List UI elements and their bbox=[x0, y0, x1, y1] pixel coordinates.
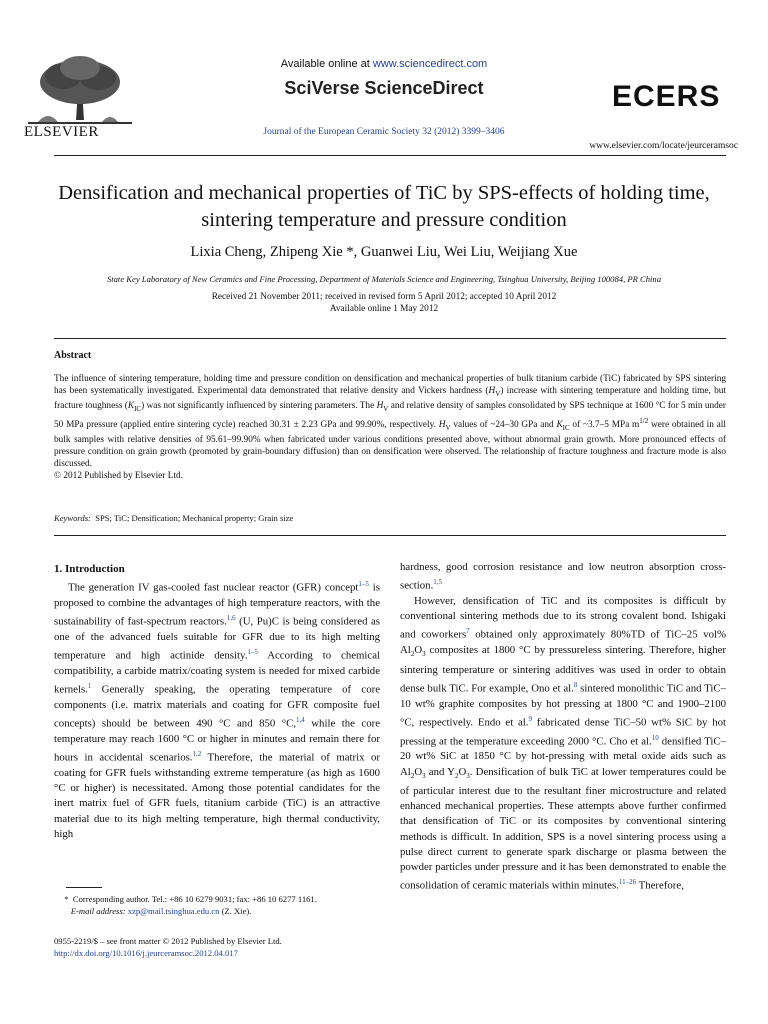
ecers-logo: ECERS bbox=[612, 80, 721, 113]
abstract-copyright: © 2012 Published by Elsevier Ltd. bbox=[54, 471, 183, 482]
sciencedirect-link[interactable]: www.sciencedirect.com bbox=[372, 58, 488, 70]
article-dates bbox=[0, 291, 768, 315]
header-divider bbox=[54, 155, 726, 156]
front-matter bbox=[54, 935, 282, 959]
left-column-text: 1. Introduction The generation IV gas-cooled fast nuclear reactor (GFR) concept$^{1-5}$ is proposed to combine the advantages of high temperature reactors, with the sustainability of fast-spectrum reactors.$^{1,6}$ (U, Pu)C is being considered as one of the advanced fuels suitable for GFR due to its high melting temperature and high actinide density.$^{1-5}$ According to chemical compatibility, a carbide matrix/coating system is needed for mixed carbide kernels.$^1$ Generally speaking, the operating temperature of core components (i.e. matrix materials and coating for GFR composite fuel concepts) should be between 490 °C and 850 °C,$^{1,4}$ while the core temperature may reach 1600 °C or higher in minutes and remain there for hours in accidental scenarios.$^{1,2}$ Therefore, the material of matrix or coating for GFR fuels withstanding extreme temperature (as high as 1600 °C or higher) is necessitated. Among those potential candidates for the inert matrix fuel of GFR fuels, titanium carbide (TiC) is an attractive material due to its high melting temperature, high thermal conductivity, high bbox=[54, 563, 380, 840]
footnote-divider bbox=[66, 887, 102, 888]
available-date: Available online 1 May 2012 bbox=[329, 304, 439, 314]
right-column-text: hardness, good corrosion resistance and low neutron absorption cross-section.$^{1,5}$ However, densification of TiC and its composites is difficult by conventional sintering methods due to its strong covalent bond. Ishigaki and coworkers$^7$ obtained only approximately 80%TD of TiC–25 vol% $Al_2O_3$ composites at 1800 °C by pressureless sintering. Therefore, higher sintering temperature or sintering additives was used in order to obtain dense bulk TiC. For example, Ono et al.$^8$ sintered monolithic TiC and TiC–10 wt% graphite composites by hot pressing at 1800 °C and 1900–2100 °C, respectively. Endo et al.$^9$ fabricated dense TiC–50 wt% SiC by hot pressing at the temperature exceeding 2000 °C. Cho et al.$^{10}$ densified TiC–20 wt% SiC at 1850 °C by hot-pressing with metal oxide aids such as $Al_2O_3$ and $Y_2O_3$. Densification of bulk TiC at lower temperatures could be of particular interest due to the resultant finer microstructure and related enhanced mechanical properties. These attempts above further confirmed that densification of TiC or its composites by conventional sintering methods is difficult. In addition, SPS is a novel sintering process using a pulse direct current to generate spark discharge or plasma between the powder particles under pressure and it has been demonstrated to enable the consolidation of ceramic materials within minutes.$^{11-26}$ Therefore, bbox=[400, 561, 727, 892]
keywords-list: SPS; TiC; Densification; Mechanical property; Grain size bbox=[95, 513, 294, 523]
sciverse-sciencedirect-logo: SciVerse ScienceDirect bbox=[284, 78, 484, 98]
journal-homepage-url[interactable]: www.elsevier.com/locate/jeurceramsoc bbox=[589, 141, 738, 151]
received-dates: Received 21 November 2011; received in revised form 5 April 2012; accepted 10 April 2012 bbox=[211, 292, 557, 302]
introduction-heading: 1. Introduction bbox=[54, 563, 125, 575]
issn-line: 0955-2219/$ – see front matter © 2012 Published by Elsevier Ltd. bbox=[54, 936, 282, 946]
corresponding-author-footnote: * Corresponding author. Tel.: +86 10 6279 9031; fax: +86 10 6277 1161. E-mail address: xzp@mail.tsinghua.edu.cn (Z. Xie). bbox=[60, 894, 317, 916]
author-email-link[interactable]: xzp@mail.tsinghua.edu.cn bbox=[127, 906, 220, 916]
affiliation: State Key Laboratory of New Ceramics and Fine Processing, Department of Materials Science and Engineering, Tsinghua University, Beijing 100084, PR China bbox=[106, 274, 662, 284]
abstract-top-divider bbox=[54, 338, 726, 339]
abstract-text: The influence of sintering temperature, holding time and pressure condition on densification and mechanical properties of bulk titanium carbide (TiC) fabricated by SPS sintering has been systematically investigated. Experimental data demonstrated that relative density and Vickers hardness $(H_V)$ increase with sintering temperature and holding time, but fracture toughness $(K_{IC})$ was not significantly influenced by sintering parameters. The $H_V$ and relative density of samples consolidated by SPS technique at 1600 °C for 5 min under 50 MPa pressure (applied entire sintering cycle) reached 30.31 ± 2.23 GPa and 99.90%, respectively. $H_V$ values of ~24–30 GPa and $K_{IC}$ of ~3.7–5 MPa $m^{1/2}$ were obtained in all bulk samples with relative densities of 95.61–99.90% when fabricated under various conditions presented above, without abnormal grain growth. More pronounced effects of pressure condition on grain growth (promoted by grain-boundary diffusion) than on densification were observed. The relationship of fracture toughness and fracture mode is also discussed. © 2012 Published by Elsevier Ltd. bbox=[54, 374, 726, 482]
article-title: Densification and mechanical properties of TiC by SPS-effects of holding time, sintering temperature and pressure condition bbox=[58, 182, 710, 231]
publisher-name: ELSEVIER bbox=[24, 124, 99, 140]
journal-reference-link[interactable]: Journal of the European Ceramic Society 32 (2012) 3399–3406 bbox=[263, 127, 505, 137]
abstract-heading: Abstract bbox=[54, 350, 92, 361]
doi-link[interactable]: http://dx.doi.org/10.1016/j.jeurceramsoc.2012.04.017 bbox=[54, 948, 238, 958]
abstract-bottom-divider bbox=[54, 535, 726, 536]
keywords-line: Keywords: SPS; TiC; Densification; Mechanical property; Grain size bbox=[54, 513, 294, 523]
author-list: Lixia Cheng, Zhipeng Xie *, Guanwei Liu, Wei Liu, Weijiang Xue bbox=[190, 244, 578, 260]
available-online-line: Available online at www.sciencedirect.com bbox=[280, 58, 488, 70]
